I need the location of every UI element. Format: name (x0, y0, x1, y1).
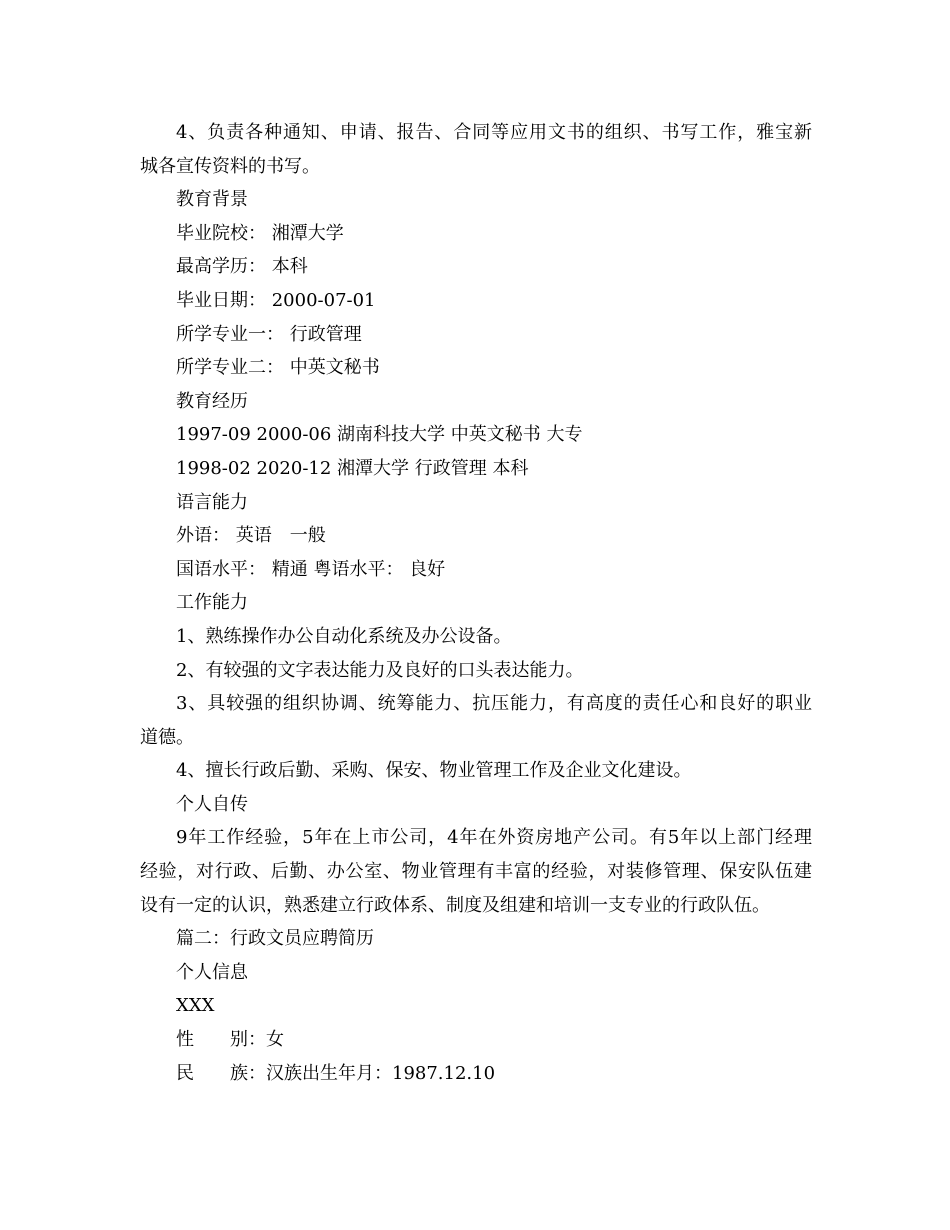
section-heading: 个人信息 (176, 961, 248, 983)
text-line: 1998-02 2020-12 湘潭大学 行政管理 本科 (176, 457, 529, 479)
text-line: 毕业院校： 湘潭大学 (176, 222, 344, 244)
text-line: 设有一定的认识，熟悉建立行政体系、制度及组建和培训一支专业的行政队伍。 (140, 894, 770, 916)
text-line: 城各宣传资料的书写。 (140, 155, 320, 177)
text-line: 1997-09 2000-06 湖南科技大学 中英文秘书 大专 (176, 424, 583, 446)
text-line: XXX (176, 995, 215, 1017)
text-line: 国语水平： 精通 粤语水平： 良好 (176, 558, 446, 580)
section-heading: 教育背景 (176, 189, 248, 211)
text-line: 道德。 (140, 726, 194, 748)
text-line: 经验，对行政、后勤、办公室、物业管理有丰富的经验，对装修管理、保安队伍建 (140, 861, 812, 883)
section-heading: 语言能力 (176, 491, 248, 513)
text-line: 2、有较强的文字表达能力及良好的口头表达能力。 (176, 659, 584, 681)
text-line: 9年工作经验，5年在上市公司，4年在外资房地产公司。有5年以上部门经理 (176, 827, 812, 849)
text-line: 民 族：汉族出生年月：1987.12.10 (176, 1062, 496, 1084)
text-line: 外语： 英语 一般 (176, 525, 326, 547)
section-heading: 工作能力 (176, 592, 248, 614)
text-line: 性 别：女 (176, 1029, 284, 1051)
text-line: 3、具较强的组织协调、统筹能力、抗压能力，有高度的责任心和良好的职业 (176, 693, 812, 715)
text-line: 4、负责各种通知、申请、报告、合同等应用文书的组织、书写工作，雅宝新 (176, 122, 812, 143)
text-line: 毕业日期： 2000-07-01 (176, 289, 376, 311)
text-line: 1、熟练操作办公自动化系统及办公设备。 (176, 625, 512, 647)
section-heading: 个人自传 (176, 793, 248, 815)
section-heading: 篇二：行政文员应聘简历 (176, 928, 374, 950)
text-line: 最高学历： 本科 (176, 256, 308, 278)
text-line: 所学专业二： 中英文秘书 (176, 357, 380, 379)
document-body (140, 116, 812, 1090)
text-line: 4、擅长行政后勤、采购、保安、物业管理工作及企业文化建设。 (176, 760, 692, 782)
section-heading: 教育经历 (176, 390, 248, 412)
text-line: 所学专业一： 行政管理 (176, 323, 362, 345)
